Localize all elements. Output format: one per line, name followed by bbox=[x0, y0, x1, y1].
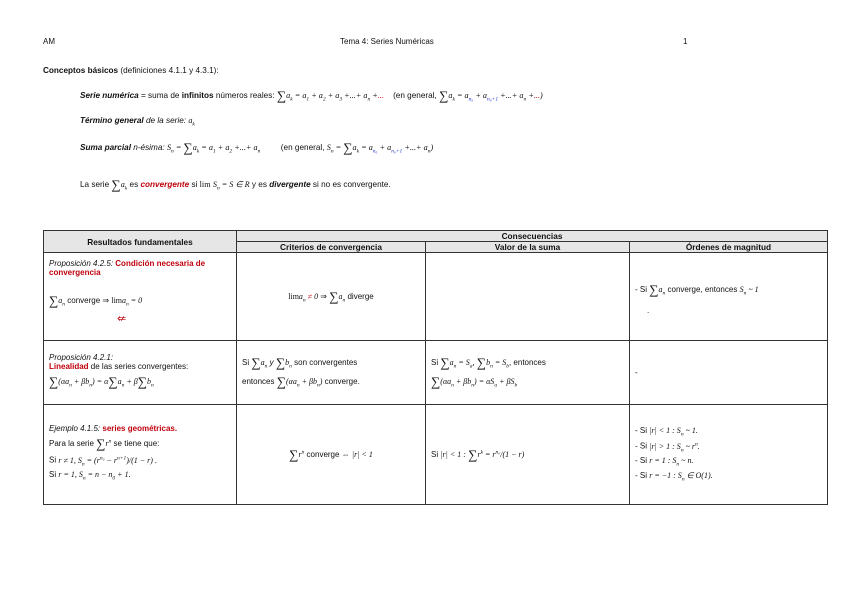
header-ordenes: Órdenes de magnitud bbox=[630, 242, 828, 253]
suma-parcial: Suma parcial n-ésima: $S_n = \sum a_k = a_1 + a_2$ +...+ $a_n$ (en general, $S_n = \sum a_k = a_{n_0} + a_{n_0+1}$ +...+ $a_n$) bbox=[80, 140, 434, 155]
results-table bbox=[43, 230, 828, 505]
header-consecuencias: Consecuencias bbox=[237, 231, 828, 242]
row1-orden: - Si $\sum a_n$ converge, entonces $S_n$ ~ 1 . bbox=[630, 253, 828, 341]
row1-criterio: lima$_n$ ≠ 0 ⇒ $\sum a_n$ diverge bbox=[237, 253, 426, 341]
serie-definition: Serie numérica = suma de infinitos números reales: $\sum a_k = a_1 + a_2 + a_3$ +...+ $a_n$ +... (en general, $\sum a_k = a_{n_0} + a_{n_0+1}$ +...+ $a_n$ +...) bbox=[80, 88, 543, 103]
row2-valor: Si $\sum a_n = S_a$, $\sum b_n = S_b$, entonces $\sum(\alpha a_n + \beta b_n) = \alpha S_a + \beta S_b$ bbox=[426, 341, 630, 405]
row3-valor: Si |r| < 1 : $\sum r^k = r^{n_0}/(1 - r)$ bbox=[426, 405, 630, 505]
header-criterios: Criterios de convergencia bbox=[237, 242, 426, 253]
header-fundamentales: Resultados fundamentales bbox=[44, 231, 237, 253]
table-row bbox=[44, 341, 828, 405]
header-left: AM bbox=[43, 37, 55, 46]
termino-general: Término general de la serie: $a_k$ bbox=[80, 116, 195, 128]
row1-fund: Proposición 4.2.5: Condición necesaria de convergencia $\sum a_n$ converge ⇒ lima$_n$ = 0 ⇍ bbox=[44, 253, 237, 341]
page-number: 1 bbox=[683, 37, 688, 46]
header-title: Tema 4: Series Numéricas bbox=[340, 37, 434, 46]
row3-orden: - Si |r| < 1 : $S_n$ ~ 1. - Si |r| > 1 : $S_n$ ~ $r^n$. - Si r = 1 : $S_n$ ~ n. - Si r = −1 : $S_n$ ∈ O(1). bbox=[630, 405, 828, 505]
row1-valor bbox=[426, 253, 630, 341]
table-row bbox=[44, 405, 828, 505]
row2-criterio: Si $\sum a_n$ y $\sum b_n$ son convergentes entonces $\sum(\alpha a_n + \beta b_n)$ converge. bbox=[237, 341, 426, 405]
row2-fund: Proposición 4.2.1: Linealidad de las series convergentes: $\sum(\alpha a_n + \beta b_n) = \alpha\sum a_n + \beta\sum b_n$ bbox=[44, 341, 237, 405]
row2-orden: - bbox=[630, 341, 828, 405]
convergence-definition: La serie $\sum a_k$ es convergente si $\lim S_n = S$ ∈ R y es divergente si no es convergente. bbox=[80, 177, 391, 192]
row3-fund: Ejemplo 4.1.5: series geométricas. Para la serie $\sum r^n$ se tiene que: Si r ≠ 1, $S_n = (r^{n_0} - r^{n+1})/(1 - r)$ . Si r = 1, $S_n = n - n_0 + 1$. bbox=[44, 405, 237, 505]
intro-heading: Conceptos básicos (definiciones 4.1.1 y 4.3.1): bbox=[43, 66, 219, 75]
row3-criterio: $\sum r^n$ converge ⇔ |r| < 1 bbox=[237, 405, 426, 505]
table-row bbox=[44, 253, 828, 341]
header-valor: Valor de la suma bbox=[426, 242, 630, 253]
